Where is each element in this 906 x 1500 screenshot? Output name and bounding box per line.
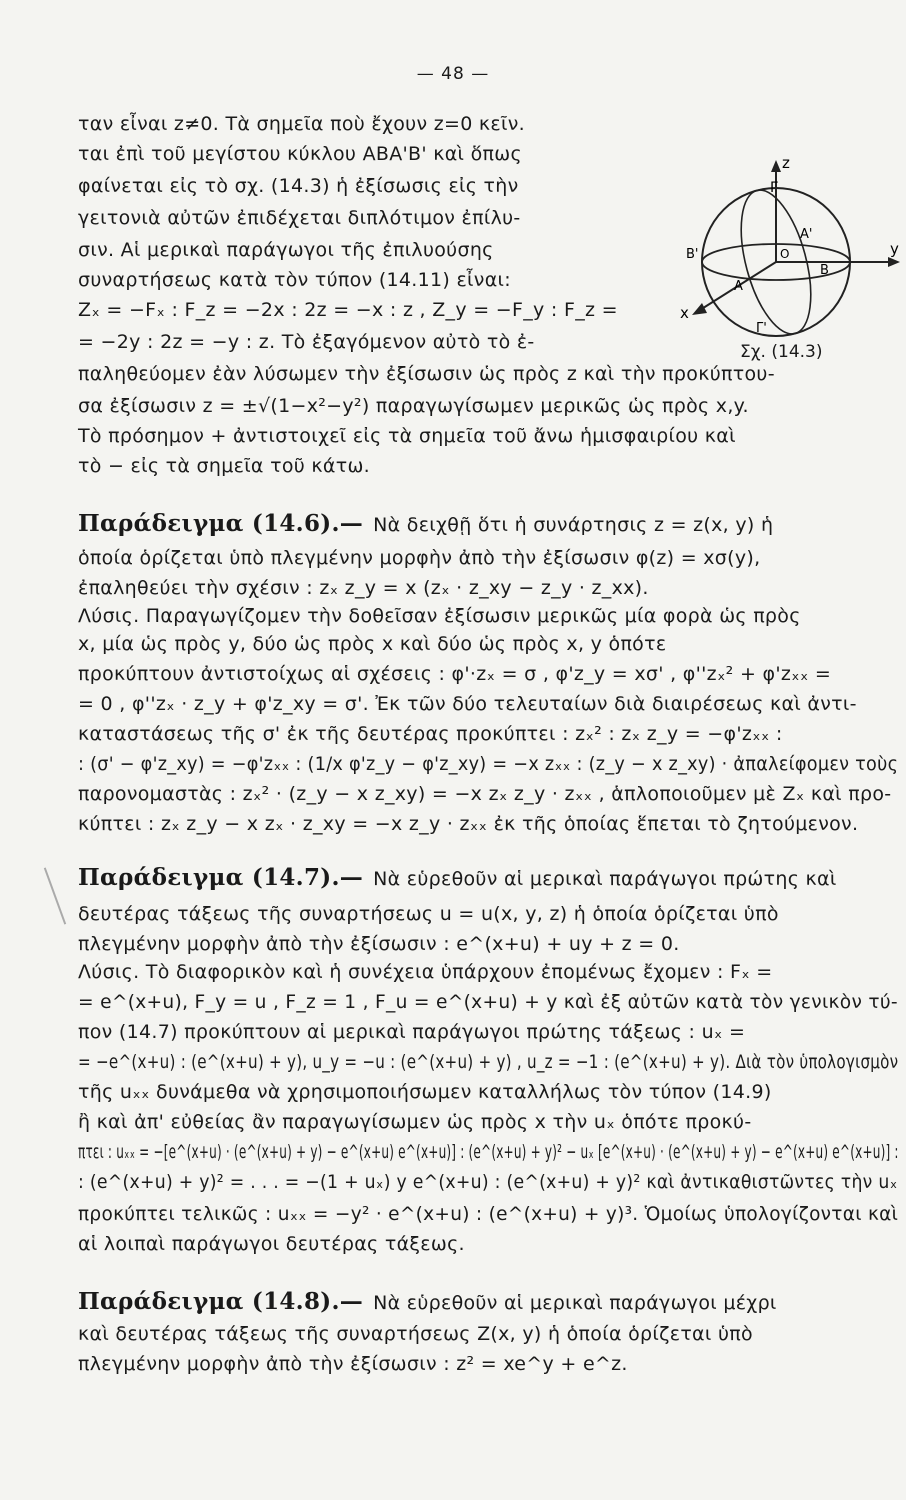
point-a-prime-label: Α' [800, 227, 813, 242]
x-axis-label: x [680, 304, 689, 322]
point-b-prime-label: Β' [686, 247, 699, 262]
text-line: ἢ καὶ ἀπ' εὐθείας ἂν παραγωγίσωμεν ὡς πρὸς x τὴν uₓ ὁπότε προκύ- [78, 1111, 752, 1133]
sphere-figure [664, 150, 904, 370]
example-heading: Παράδειγμα (14.6).— [78, 510, 364, 537]
x-axis-arrow-icon [692, 303, 707, 315]
equation-line: = −2y : 2z = −y : z. Τὸ ἐξαγόμενον αὐτὸ τὸ ἐ- [78, 331, 535, 353]
y-axis-arrow-icon [888, 257, 900, 267]
example-heading: Παράδειγμα (14.7).— [78, 864, 364, 891]
text-line: x, μία ὡς πρὸς y, δύο ὡς πρὸς x καὶ δύο ὡς πρὸς x, y ὁπότε [78, 633, 667, 655]
point-b-label: Β [820, 263, 829, 278]
page-number: — 48 — [416, 64, 490, 84]
text-line: Λύσις. Παραγωγίζομεν τὴν δοθεῖσαν ἐξίσωσιν μερικῶς μία φορὰ ὡς πρὸς [78, 605, 801, 627]
equation-line: καταστάσεως τῆς σ' ἐκ τῆς δευτέρας προκύπτει : zₓ² : zₓ z_y = −φ'zₓₓ : [78, 723, 783, 745]
equation-line: = e^(x+u), F_y = u , F_z = 1 , F_u = e^(x+u) + y καὶ ἐξ αὐτῶν κατὰ τὸν γενικὸν τύ- [78, 991, 898, 1013]
figure-caption: Σχ. (14.3) [740, 342, 823, 362]
example-heading: Παράδειγμα (14.8).— [78, 1288, 364, 1315]
equation-line: = 0 , φ''zₓ · z_y + φ'z_xy = σ'. Ἐκ τῶν δύο τελευταίων διὰ διαιρέσεως καὶ ἀντι- [78, 693, 857, 715]
text-line: καὶ δευτέρας τάξεως τῆς συναρτήσεως Z(x, y) ἡ ὁποία ὁρίζεται ὑπὸ [78, 1323, 753, 1345]
text-line: γειτονιὰ αὐτῶν ἐπιδέχεται διπλότιμον ἐπίλυ- [78, 207, 521, 229]
margin-mark [44, 867, 66, 924]
equation-line: προκύπτουν ἀντιστοίχως αἱ σχέσεις : φ'·zₓ = σ , φ'z_y = xσ' , φ''zₓ² + φ'zₓₓ = [78, 663, 832, 685]
example-heading-line [78, 512, 773, 537]
text-line: ταν εἶναι z≠0. Τὰ σημεῖα ποὺ ἔχουν z=0 κεῖν. [78, 113, 525, 135]
text-line: Νὰ δειχθῇ ὅτι ἡ συνάρτησις z = z(x, y) ἡ [373, 514, 774, 536]
example-heading-line [78, 1290, 777, 1315]
equation-line: : (e^(x+u) + y)² = . . . = −(1 + uₓ) y e^(x+u) : (e^(x+u) + y)² καὶ ἀντικαθιστῶντες τὴν uₓ [78, 1171, 898, 1193]
text-line: τὸ − εἰς τὰ σημεῖα τοῦ κάτω. [78, 455, 370, 477]
example-heading-line [78, 866, 837, 891]
text-line: Νὰ εὑρεθοῦν αἱ μερικαὶ παράγωγοι μέχρι [373, 1292, 777, 1314]
text-line: πον (14.7) προκύπτουν αἱ μερικαὶ παράγωγοι πρώτης τάξεως : uₓ = [78, 1021, 746, 1043]
point-gamma-prime-label: Γ' [756, 321, 767, 336]
text-line: παληθεύομεν ἐὰν λύσωμεν τὴν ἐξίσωσιν ὡς πρὸς z καὶ τὴν προκύπτου- [78, 363, 775, 385]
text-line: σιν. Αἱ μερικαὶ παράγωγοι τῆς ἐπιλυούσης [78, 239, 494, 261]
equation-line: : (σ' − φ'z_xy) = −φ'zₓₓ : (1/x φ'z_y − φ'z_xy) = −x zₓₓ : (z_y − x z_xy) · ἀπαλείφομεν τοὺς [78, 753, 899, 775]
text-line: Τὸ πρόσημον + ἀντιστοιχεῖ εἰς τὰ σημεῖα τοῦ ἄνω ἡμισφαιρίου καὶ [78, 425, 736, 447]
equation-line: πλεγμένην μορφὴν ἀπὸ τὴν ἐξίσωσιν : e^(x+u) + uy + z = 0. [78, 933, 680, 955]
text-line: ὁποία ὁρίζεται ὑπὸ πλεγμένην μορφὴν ἀπὸ τὴν ἐξίσωσιν φ(z) = xσ(y), [78, 547, 761, 569]
equation-line: πτει : uₓₓ = −[e^(x+u) · (e^(x+u) + y) − e^(x+u) e^(x+u)] : (e^(x+u) + y)² − uₓ [e^(x+u) · (e^(x+u) + y) − e^(x+u) e^(x+u)] : [78, 1141, 899, 1163]
text-line: τῆς uₓₓ δυνάμεθα νὰ χρησιμοποιήσωμεν καταλλήλως τὸν τύπον (14.9) [78, 1081, 772, 1103]
text-line: δευτέρας τάξεως τῆς συναρτήσεως u = u(x, y, z) ἡ ὁποία ὁρίζεται ὑπὸ [78, 903, 779, 925]
origin-label: O [780, 247, 790, 261]
text-line: φαίνεται εἰς τὸ σχ. (14.3) ἡ ἐξίσωσις εἰς τὴν [78, 175, 519, 197]
text-line: Νὰ εὑρεθοῦν αἱ μερικαὶ παράγωγοι πρώτης καὶ [373, 868, 837, 890]
equation-line: σα ἐξίσωσιν z = ±√(1−x²−y²) παραγωγίσωμεν μερικῶς ὡς πρὸς x,y. [78, 395, 749, 417]
z-axis-arrow-icon [771, 160, 781, 172]
text-line: συναρτήσεως κατὰ τὸν τύπον (14.11) εἶναι: [78, 269, 511, 291]
equation-line: = −e^(x+u) : (e^(x+u) + y), u_y = −u : (e^(x+u) + y) , u_z = −1 : (e^(x+u) + y). Διὰ τὸν ὑπολογισμὸν [78, 1051, 899, 1073]
equation-line: κύπτει : zₓ z_y − x zₓ · z_xy = −x z_y · zₓₓ ἐκ τῆς ὁποίας ἕπεται τὸ ζητούμενον. [78, 813, 859, 835]
equation-line: ἐπαληθεύει τὴν σχέσιν : zₓ z_y = x (zₓ · z_xy − z_y · z_xx). [78, 577, 649, 599]
y-axis-label: y [890, 240, 899, 258]
equation-line: παρονομαστὰς : zₓ² · (z_y − x z_xy) = −x zₓ z_y · zₓₓ , ἁπλοποιοῦμεν μὲ Zₓ καὶ προ- [78, 783, 892, 805]
equation-line: προκύπτει τελικῶς : uₓₓ = −y² · e^(x+u) : (e^(x+u) + y)³. Ὁμοίως ὑπολογίζονται καὶ [78, 1203, 899, 1225]
text-line: αἱ λοιπαὶ παράγωγοι δευτέρας τάξεως. [78, 1233, 465, 1255]
text-line: Λύσις. Τὸ διαφορικὸν καὶ ἡ συνέχεια ὑπάρχουν ἐπομένως ἔχομεν : Fₓ = [78, 961, 773, 983]
text-line: ται ἐπὶ τοῦ μεγίστου κύκλου ΑΒΑ'Β' καὶ ὅπως [78, 143, 522, 165]
point-a-label: Α [734, 279, 743, 294]
point-gamma-label: Γ [770, 180, 778, 196]
z-axis-label: z [782, 154, 790, 172]
equation-line: πλεγμένην μορφὴν ἀπὸ τὴν ἐξίσωσιν : z² = xe^y + e^z. [78, 1353, 628, 1375]
equation-line: Zₓ = −Fₓ : F_z = −2x : 2z = −x : z , Z_y = −F_y : F_z = [78, 299, 618, 321]
